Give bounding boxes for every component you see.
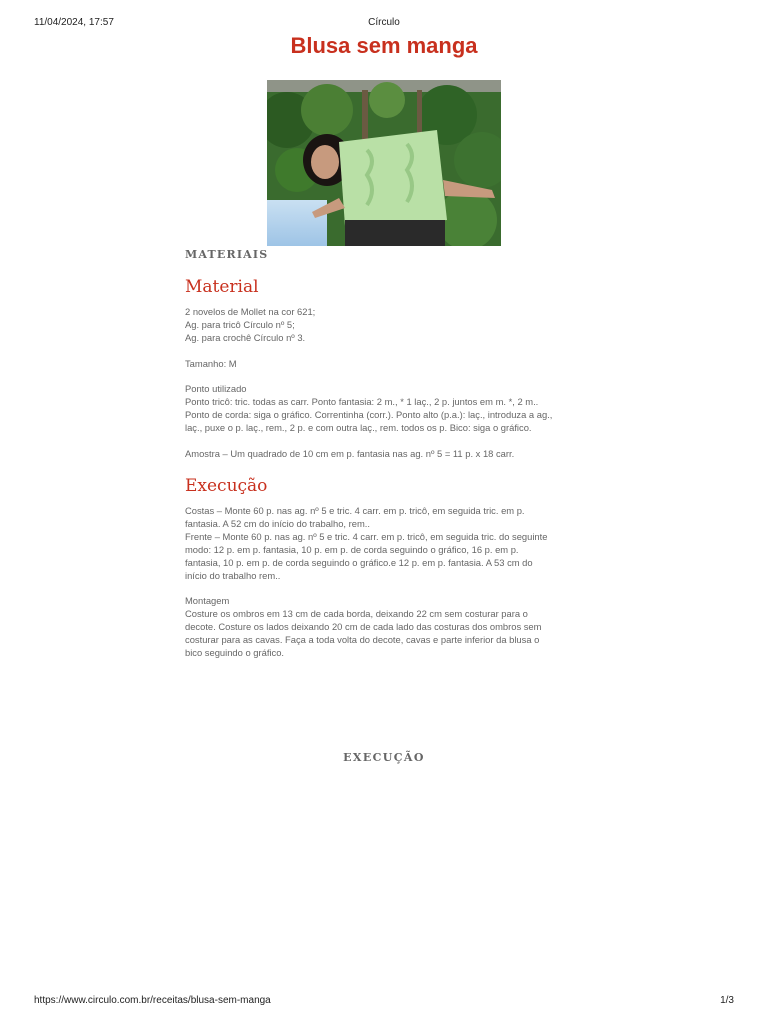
text-line: fantasia, 10 p. em p. de corda seguindo o gráfico.e 12 p. em p. fantasia. A 53 cm do	[185, 556, 533, 568]
execucao-text	[185, 505, 585, 660]
text-line: fantasia. A 52 cm do início do trabalho, rem..	[185, 517, 370, 529]
page-url: https://www.circulo.com.br/receitas/blusa-sem-manga	[34, 995, 271, 1006]
materiais-section	[185, 248, 585, 261]
text-line: 2 novelos de Mollet na cor 621;	[185, 306, 316, 317]
page-number: 1/3	[720, 995, 734, 1006]
text-line: modo: 12 p. em p. fantasia, 10 p. em p. de corda seguindo o gráfico, 16 p. em p.	[185, 543, 519, 555]
text-line: Ag. para tricô Círculo nº 5;	[185, 318, 295, 330]
blank-line	[185, 345, 585, 358]
text-line: Tamanho: M	[185, 357, 237, 369]
text-line: costurar para as cavas. Faça a toda volta do decote, cavas e parte inferior da blusa o	[185, 634, 540, 646]
print-date: 11/04/2024, 17:57	[34, 17, 114, 28]
material-heading: Material	[185, 277, 259, 297]
text-line: Ag. para crochê Círculo nº 3.	[185, 331, 306, 343]
text-line: Ponto tricô: tric. todas as carr. Ponto fantasia: 2 m., * 1 laç., 2 p. juntos em m. *, 2 m..	[185, 396, 539, 408]
hero-image	[267, 80, 501, 246]
text-line: início do trabalho rem..	[185, 569, 281, 581]
blank-line	[185, 371, 585, 384]
materiais-label: MATERIAIS	[185, 248, 269, 261]
text-line: Frente – Monte 60 p. nas ag. nº 5 e tric. 4 carr. em p. tricô, em seguida tric. do seguinte	[185, 530, 548, 542]
text-line: Amostra – Um quadrado de 10 cm em p. fantasia nas ag. nº 5 = 11 p. x 18 carr.	[185, 447, 515, 459]
text-line: Ponto utilizado	[185, 383, 247, 395]
print-site-title: Círculo	[368, 17, 400, 28]
print-header	[34, 17, 734, 29]
text-line: Costas – Monte 60 p. nas ag. nº 5 e tric. 4 carr. em p. tricô, em seguida tric. em p.	[185, 505, 525, 516]
material-text	[185, 306, 585, 461]
execucao-label: EXECUÇÃO	[343, 751, 425, 764]
text-line: bico seguindo o gráfico.	[185, 646, 285, 658]
text-line: laç., puxe o p. laç., rem., 2 p. e com outra laç., rem. todos os p. Bico: siga o gráfico.	[185, 422, 532, 434]
execucao-block	[185, 476, 585, 496]
blank-line	[185, 582, 585, 595]
text-line: decote. Costure os lados deixando 20 cm de cada lado das costuras dos ombros sem	[185, 621, 542, 633]
text-line: Montagem	[185, 595, 230, 607]
material-block	[185, 277, 585, 297]
blank-line	[185, 435, 585, 448]
page-title: Blusa sem manga	[290, 33, 478, 58]
text-line: Costure os ombros em 13 cm de cada borda, deixando 22 cm sem costurar para o	[185, 608, 528, 620]
photo-woman-icon	[267, 80, 501, 246]
print-footer	[34, 995, 734, 1007]
execucao-heading: Execução	[185, 476, 268, 496]
text-line: Ponto de corda: siga o gráfico. Correntinha (corr.). Ponto alto (p.a.): laç., introduza a ag.,	[185, 409, 553, 421]
